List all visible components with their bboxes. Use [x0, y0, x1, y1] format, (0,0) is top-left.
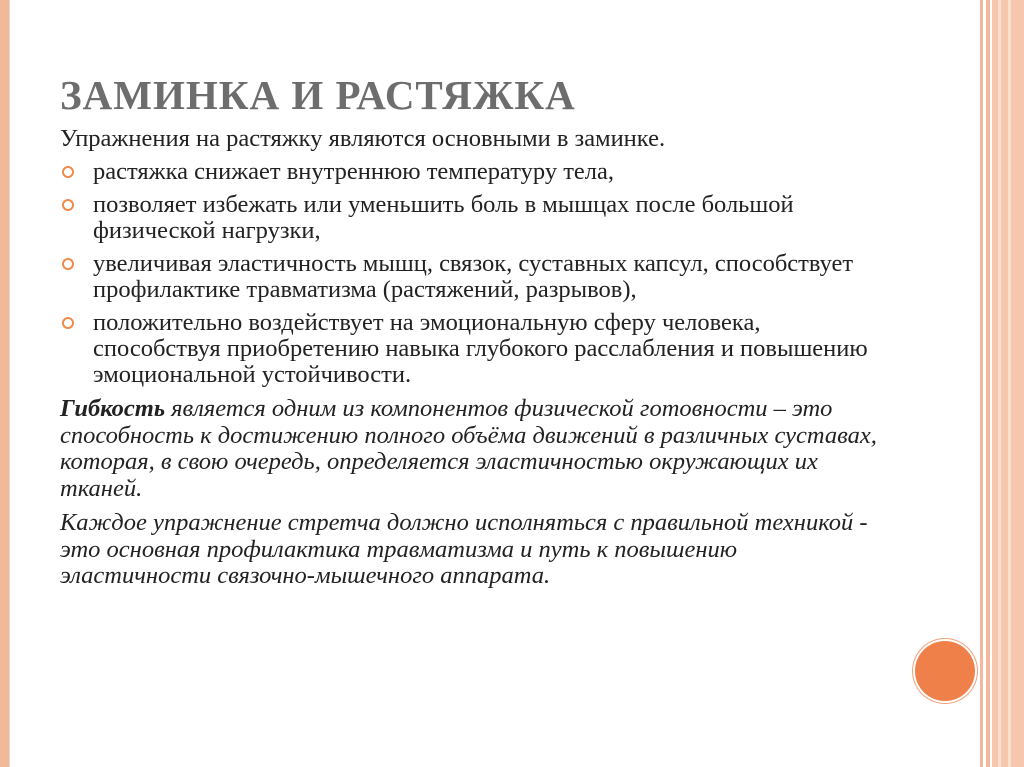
bullet-circle-icon [62, 199, 74, 211]
bullet-text: растяжка снижает внутреннюю температуру тела, [93, 158, 615, 185]
decorative-orange-circle [915, 641, 975, 701]
bullet-item [60, 159, 880, 185]
slide-edge [9, 0, 10, 767]
bullet-list [60, 159, 880, 388]
bullet-text: увеличивая эластичность мышц, связок, суставных капсул, способствует профилактике травматизма (растяжений, разрывов), [93, 250, 854, 303]
right-frame-stripes [978, 0, 1024, 767]
bullet-circle-icon [62, 166, 74, 178]
bullet-circle-icon [62, 317, 74, 329]
bullet-item [60, 251, 880, 303]
intro-text: Упражнения на растяжку являются основными в заминке. [60, 125, 666, 152]
bullet-text: позволяет избежать или уменьшить боль в мышцах после большой физической нагрузки, [93, 191, 794, 244]
stretch-paragraph: Каждое упражнение стретча должно исполняться с правильной техникой - это основная профилактика травматизма и путь к повышению эластичности связочно-мышечного аппарата. [60, 509, 868, 589]
slide-content [60, 68, 880, 590]
slide-title: ЗАМИНКА И РАСТЯЖКА [60, 72, 576, 118]
flexibility-text: является одним из компонентов физической готовности – это способность к достижению полного объёма движений в различных суставах, которая, в свою очередь, определяется эластичностью окружающих их тканей. [60, 395, 877, 502]
bullet-text: положительно воздействует на эмоциональную сферу человека, способствуя приобретению навыка глубокого расслабления и повышению эмоциональной устойчивости. [93, 309, 868, 388]
bullet-item [60, 192, 880, 244]
flexibility-term: Гибкость [60, 395, 166, 422]
bullet-circle-icon [62, 258, 74, 270]
left-frame-stripe [0, 0, 9, 767]
flexibility-paragraph [60, 396, 880, 502]
bullet-item [60, 310, 880, 388]
